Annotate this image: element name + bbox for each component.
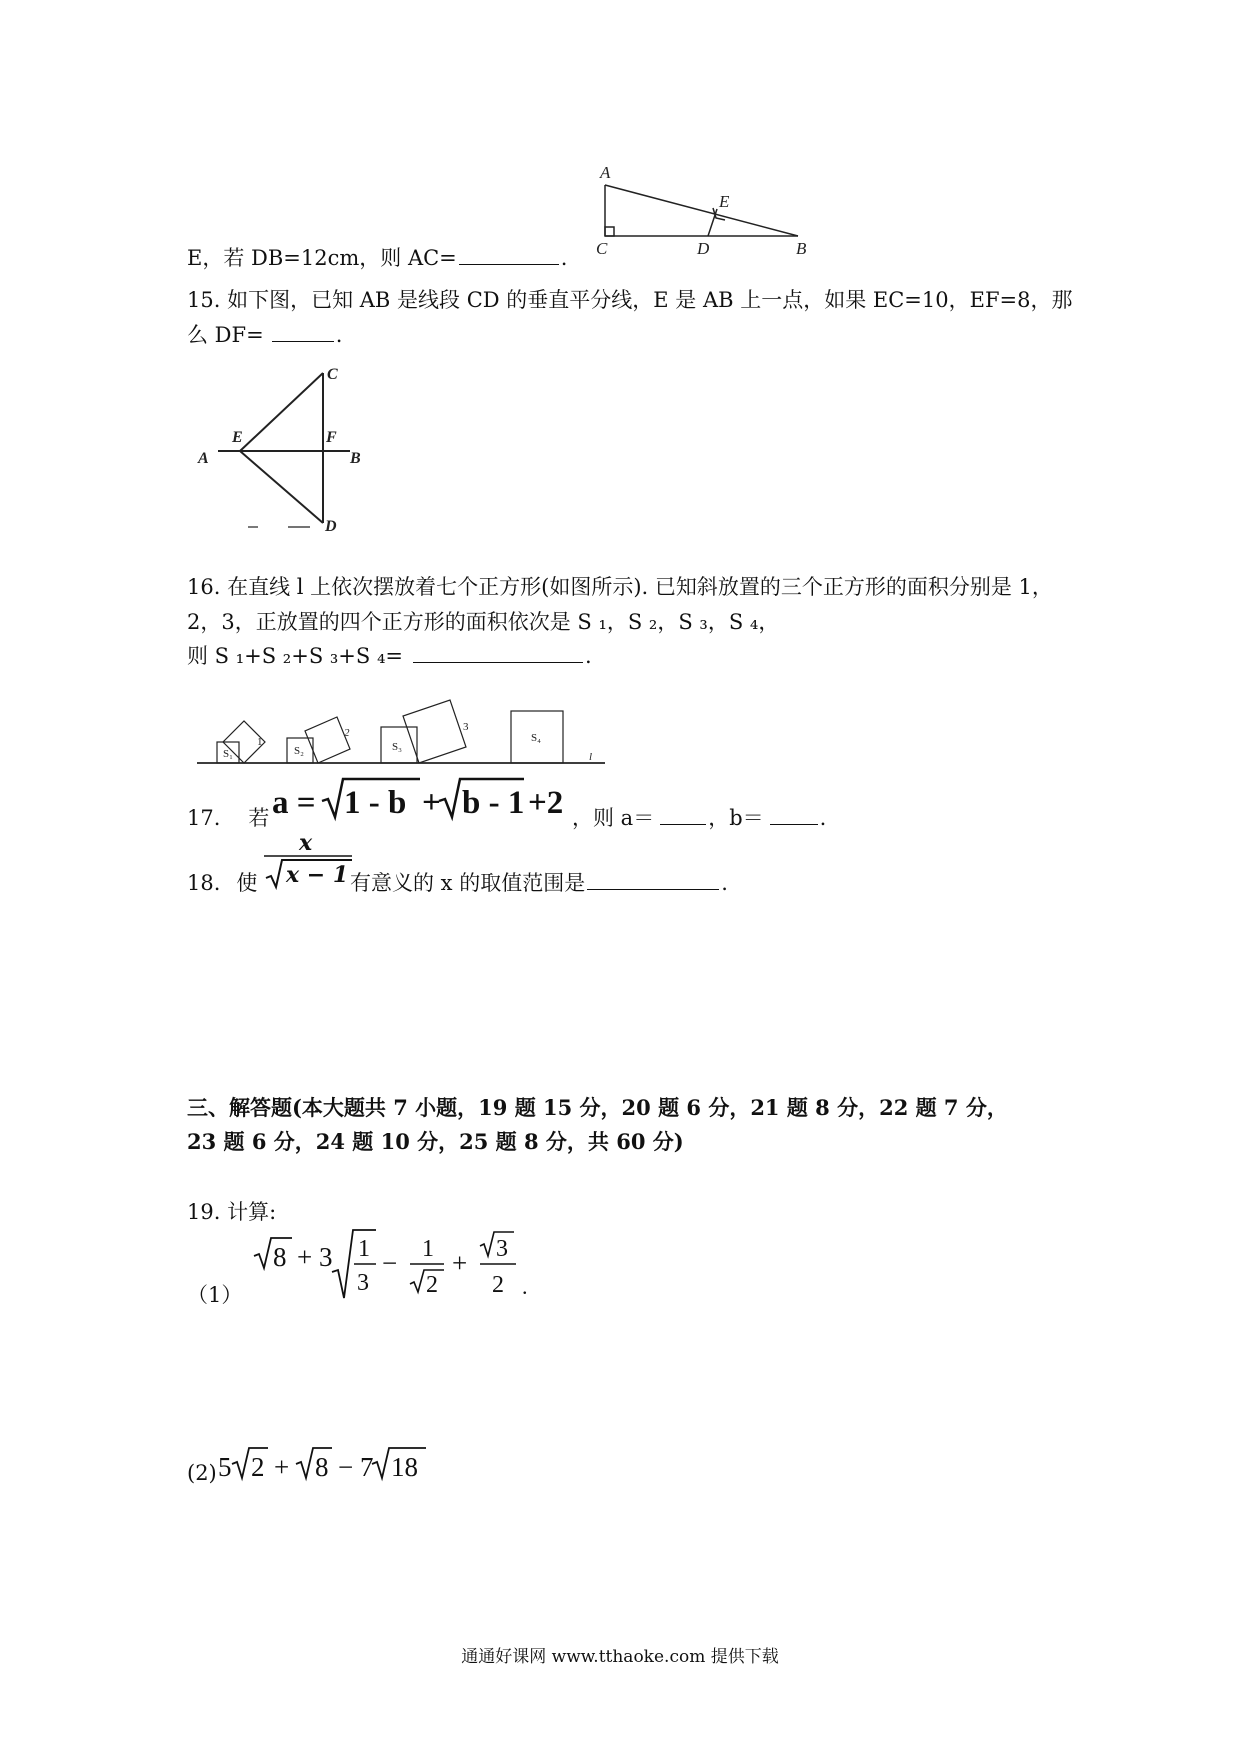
svg-text:3: 3 [357,1270,369,1296]
svg-text:2: 2 [426,1272,438,1298]
label-s2: S₂ [294,745,304,757]
label-s1: S₁ [223,748,233,760]
answer-blank-a[interactable] [660,823,706,825]
svg-text:1 - b: 1 - b [344,785,407,821]
svg-text:b - 1: b - 1 [462,785,525,821]
svg-text:8: 8 [273,1242,287,1272]
square-3 [403,700,466,763]
q16-line2: 2，3，正放置的四个正方形的面积依次是 S ₁，S ₂，S ₃，S ₄， [187,610,780,634]
label-s3: S₃ [392,741,402,753]
label-c: C [327,366,338,383]
figure-15-bisector [190,365,380,540]
q16-line3: 则 S ₁+S ₂+S ₃+S ₄= . [187,644,592,668]
svg-text:8: 8 [315,1452,329,1482]
label-3: 3 [463,721,469,733]
svg-text:+: + [274,1452,290,1482]
q19-title: 19. 计算: [187,1200,277,1224]
svg-text:+: + [422,785,441,821]
q15-line2: 么 DF= . [187,323,343,347]
label-s4: S₄ [531,732,541,744]
svg-text:−: − [382,1248,398,1278]
label-d: D [697,239,710,258]
label-e: E [232,429,243,446]
q19-part1-expression [252,1228,542,1308]
label-b: B [350,450,361,467]
label-b: B [796,239,807,258]
segment-ed [240,451,323,523]
q14-tail: E，若 DB=12cm，则 AC= . [187,246,568,270]
q19-part2-label: (2) [187,1461,217,1485]
q17-formula [272,775,572,825]
figure-16-squares [195,660,615,770]
q19-part1-label: （1） [187,1283,243,1307]
svg-text:2: 2 [251,1452,265,1482]
answer-blank-df[interactable] [272,340,334,342]
answer-blank-b[interactable] [770,823,818,825]
svg-text:5: 5 [218,1452,232,1482]
segment-ec [240,373,323,451]
label-2: 2 [344,727,350,739]
svg-text:+ 3: + 3 [297,1242,333,1272]
svg-text:+2: +2 [528,785,564,821]
label-a: A [600,163,611,182]
svg-text:3: 3 [496,1236,508,1262]
label-c: C [596,239,608,258]
svg-text:2: 2 [492,1272,504,1298]
right-angle-c [605,227,614,236]
q19-part2-expression [216,1440,436,1485]
svg-text:1: 1 [422,1236,434,1262]
answer-blank-range[interactable] [587,888,719,890]
label-l: l [589,751,593,763]
q18-number: 18. 使 [187,871,258,895]
label-f: F [326,429,337,446]
label-a: A [198,450,209,467]
svg-text:18: 18 [391,1452,418,1482]
section-3-heading-line2: 23 题 6 分，24 题 10 分，25 题 8 分，共 60 分) [187,1129,684,1154]
label-e: E [719,192,730,211]
figure-14-triangle [580,160,820,260]
q18-fraction: x x − 1 [262,830,352,890]
section-3-heading-line1: 三、解答题(本大题共 7 小题，19 题 15 分，20 题 6 分，21 题 8 分，22 题 7 分， [187,1095,1008,1120]
svg-text:a =: a = [272,785,316,821]
answer-blank-ac[interactable] [459,263,559,265]
q14-text: E，若 DB=12cm，则 AC= [187,246,457,270]
segment-ab [605,185,798,236]
square-2 [305,717,350,763]
q18-text: 有意义的 x 的取值范围是 . [350,871,728,895]
q16-line1: 16. 在直线 l 上依次摆放着七个正方形(如图所示). 已知斜放置的三个正方形的面积分别是 1， [187,575,1053,599]
svg-text:+: + [452,1248,468,1278]
label-d: D [325,518,337,535]
q15-line1: 15. 如下图，已知 AB 是线段 CD 的垂直平分线，E 是 AB 上一点，如果 EC=10，EF=8，那 [187,288,1073,312]
q17-number: 17. 若 [187,806,270,830]
svg-text:.: . [522,1274,528,1299]
q17-answers: ，则 a＝ ，b＝ . [572,806,827,830]
svg-text:− 7: − 7 [338,1452,374,1482]
label-1: 1 [257,736,263,748]
page-footer: 通通好课网 www.tthaoke.com 提供下载 [461,1647,779,1667]
svg-text:1: 1 [358,1236,370,1262]
